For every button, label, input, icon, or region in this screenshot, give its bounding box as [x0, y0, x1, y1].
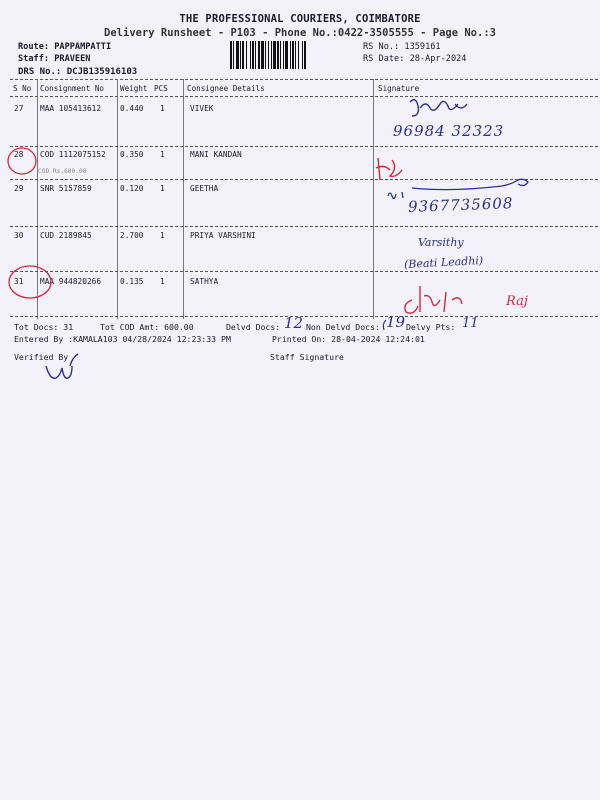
- signature-row-27: [410, 100, 467, 116]
- red-circle-mark: [8, 148, 36, 174]
- row-sno: 29: [14, 184, 24, 193]
- total-cod-amount: Tot COD Amt: 600.00: [100, 322, 194, 332]
- signature-row-28: [376, 158, 402, 180]
- row-weight: 2.700: [120, 231, 144, 240]
- row-consignment: SNR 5157859: [40, 184, 92, 193]
- column-header-consignment: Consignment No: [40, 84, 105, 93]
- staff-label: Staff: PRAVEEN: [18, 54, 91, 64]
- column-header-consignee: Consignee Details: [187, 84, 265, 93]
- row-weight: 0.440: [120, 104, 144, 113]
- row-consignee: MANI KANDAN: [190, 150, 242, 159]
- handwritten-phone: 96984 32323: [393, 122, 505, 140]
- row-consignee: SATHYA: [190, 277, 219, 286]
- non-delivered-docs-handwritten: 19: [386, 313, 406, 331]
- row-consignee: VIVEK: [190, 104, 214, 113]
- printed-on: Printed On: 28-04-2024 12:24:01: [272, 334, 425, 344]
- entered-by: Entered By :KAMALA103 04/28/2024 12:23:33 PM: [14, 334, 231, 344]
- verified-by-label: Verified By: [14, 352, 69, 362]
- drs-number: DRS No.: DCJB135916103: [18, 67, 138, 77]
- row-weight: 0.135: [120, 277, 144, 286]
- row-pcs: 1: [160, 184, 165, 193]
- total-docs: Tot Docs: 31: [14, 322, 74, 332]
- row-sno: 27: [14, 104, 24, 113]
- handwritten-note: (Beati Leadhi): [403, 253, 484, 272]
- row-sno: 31: [14, 277, 24, 286]
- non-delivered-docs-label: Non Delvd Docs:: [306, 322, 380, 332]
- row-sno: 28: [14, 150, 24, 159]
- delivery-points-handwritten: 11: [462, 316, 479, 331]
- tick-mark: [383, 320, 386, 330]
- row-consignment: MAA 105413612: [40, 104, 102, 113]
- row-pcs: 1: [160, 277, 165, 286]
- row-consignment: COD 1112075152: [40, 150, 106, 159]
- column-header-signature: Signature: [378, 84, 420, 93]
- rs-number: RS No.: 1359161: [363, 42, 441, 52]
- runsheet-title: Delivery Runsheet - P103 - Phone No.:0422-3505555 - Page No.:3: [104, 27, 496, 39]
- company-name: THE PROFESSIONAL COURIERS, COIMBATORE: [179, 13, 421, 25]
- handwritten-signature-text: Raj: [506, 294, 528, 309]
- row-consignment: CUD 2189845: [40, 231, 92, 240]
- row-consignment: MAA 944820266: [40, 277, 102, 286]
- delivery-points-label: Delvy Pts:: [406, 322, 456, 332]
- row-weight: 0.350: [120, 150, 144, 159]
- rs-date: RS Date: 28-Apr-2024: [363, 54, 467, 64]
- column-header-pcs: PCS: [154, 84, 168, 93]
- cod-amount-note: COD Rs.600.00: [38, 168, 87, 175]
- red-circle-mark: [9, 266, 51, 298]
- handwritten-name: Varsithy: [418, 236, 464, 249]
- column-header-weight: Weight: [120, 84, 148, 93]
- handwritten-phone: 9367735608: [407, 194, 514, 216]
- row-sno: 30: [14, 231, 24, 240]
- verified-by-signature: [46, 354, 78, 378]
- delivered-docs-label: Delvd Docs:: [226, 322, 281, 332]
- signature-row-31: [405, 286, 462, 313]
- signature-row-29: [388, 179, 528, 198]
- row-pcs: 1: [160, 104, 165, 113]
- row-weight: 0.120: [120, 184, 144, 193]
- route-label: Route: PAPPAMPATTI: [18, 42, 112, 52]
- row-pcs: 1: [160, 231, 165, 240]
- row-consignee: PRIYA VARSHINI: [190, 231, 256, 240]
- row-pcs: 1: [160, 150, 165, 159]
- staff-signature-label: Staff Signature: [270, 352, 344, 362]
- delivered-docs-handwritten: 12: [284, 314, 304, 332]
- row-consignee: GEETHA: [190, 184, 219, 193]
- column-header-sno: S No: [13, 84, 32, 93]
